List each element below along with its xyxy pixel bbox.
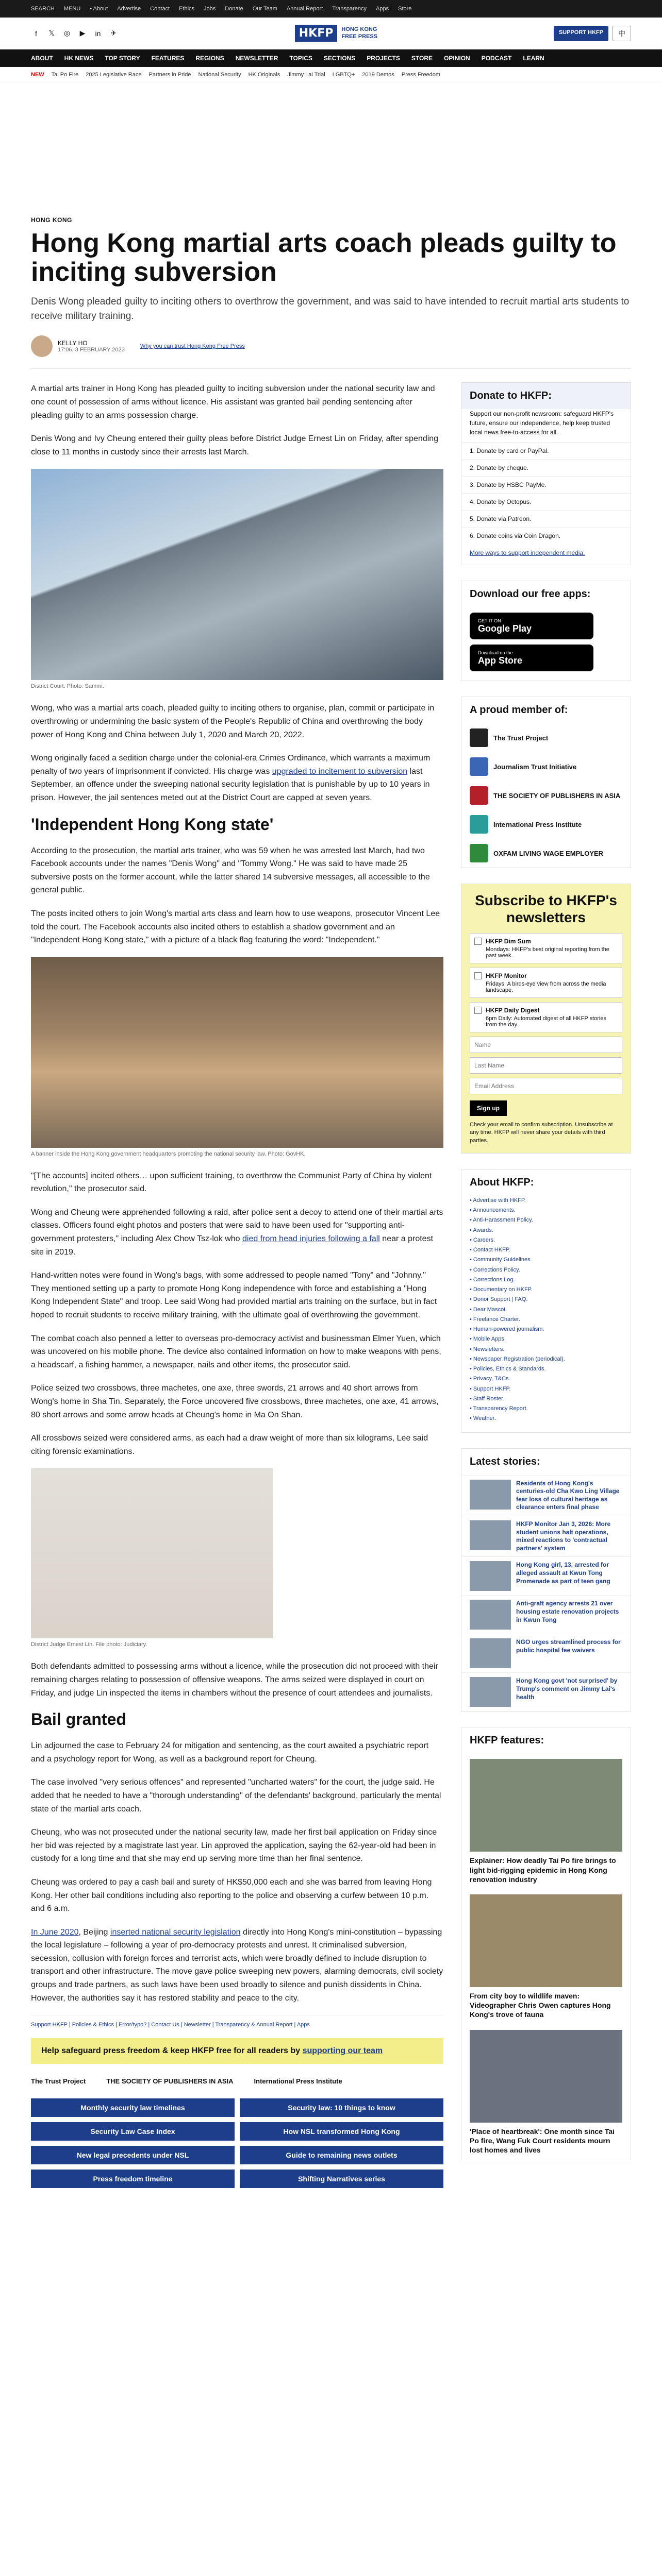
- x-icon[interactable]: 𝕏: [48, 29, 55, 37]
- about-link[interactable]: • Careers.: [470, 1236, 495, 1243]
- trending-link[interactable]: Press Freedom: [401, 71, 440, 78]
- oxfam-icon: [470, 844, 488, 862]
- feature-thumbnail[interactable]: [470, 1894, 622, 1987]
- resource-link[interactable]: Guide to remaining news outlets: [240, 2146, 443, 2164]
- paragraph: According to the prosecution, the martial arts trainer, who was 59 when he was arrested last March, had two Facebook accounts under the names "Denis Wong" and "Tommy Wong." He was said to have made 25 subversive posts on the former account, while the latter shared 14 subversive messages, all accessible to the general public.: [31, 846, 430, 895]
- trending-link[interactable]: Tai Po Fire: [51, 71, 79, 78]
- nsl-banner-photo: [31, 957, 443, 1148]
- trust-project-icon: [470, 728, 488, 747]
- article-title: Hong Kong martial arts coach pleads guilty to inciting subversion: [31, 228, 617, 287]
- trending-link[interactable]: 2025 Legislative Race: [86, 71, 142, 78]
- support-banner: Help safeguard press freedom & keep HKFP free for all readers by supporting our team: [31, 2038, 443, 2064]
- ipi-logo[interactable]: International Press Institute: [254, 2077, 342, 2086]
- resource-link[interactable]: How NSL transformed Hong Kong: [240, 2122, 443, 2141]
- about-link[interactable]: • Corrections Policy.: [470, 1266, 520, 1273]
- nav-learn[interactable]: LEARN: [523, 55, 544, 62]
- email-input[interactable]: [470, 1078, 622, 1094]
- sign-up-button[interactable]: Sign up: [470, 1100, 507, 1116]
- resource-link[interactable]: Shifting Narratives series: [240, 2170, 443, 2188]
- about-list: [461, 1196, 631, 1432]
- latest-story[interactable]: NGO urges streamlined process for public hospital fee waivers: [461, 1634, 631, 1672]
- paragraph: Police seized two crossbows, three machetes, one axe, three swords, 21 arrows and 40 short arrows from Wong's home in Sha Tin. Separately, the Force uncovered five crossbows, three machetes, one axe, 41 arrows, 80 short arrows and some arrow heads at Cheung's home in Ma On Shan.: [31, 1384, 439, 1419]
- latest-story[interactable]: Anti-graft agency arrests 21 over housing estate renovation projects in Kwun Tong: [461, 1595, 631, 1634]
- youtube-icon[interactable]: ▶: [79, 29, 86, 37]
- trending-link[interactable]: Partners in Pride: [148, 71, 191, 78]
- story-thumbnail[interactable]: [470, 1600, 511, 1630]
- about-link[interactable]: • Staff Roster.: [470, 1395, 505, 1402]
- feature-story[interactable]: Explainer: How deadly Tai Po fire brings to light bid-rigging epidemic in Hong Kong renovation industry: [461, 1754, 631, 1889]
- nav-hk-news[interactable]: HK NEWS: [64, 55, 94, 62]
- newsletter-box: [461, 884, 631, 1154]
- features-box: [461, 1727, 631, 2160]
- newsletter-title: Subscribe to HKFP's newsletters: [475, 892, 617, 925]
- name-input[interactable]: [470, 1037, 622, 1053]
- member-logos: [31, 2077, 443, 2085]
- google-play-button[interactable]: GET IT ON Google Play: [470, 613, 593, 639]
- support-team-link[interactable]: supporting our team: [302, 2046, 383, 2056]
- apps-link[interactable]: Apps: [376, 6, 389, 12]
- resource-link[interactable]: New legal precedents under NSL: [31, 2146, 235, 2164]
- site-header: [0, 18, 662, 49]
- site-logo[interactable]: [295, 25, 377, 42]
- paragraph: Wong and Cheung were apprehended following a raid, after police sent a decoy to attend one of their martial arts classes. Officers found eight photos and posters that were said to have been used for "supporting anti-government protesters," including Alex Chow Tsz-lok who died from head injuries following a fall near a protest site in 2019.: [31, 1208, 443, 1257]
- nsl-resource-links: [31, 2098, 443, 2188]
- member-item[interactable]: Journalism Trust Initiative: [461, 752, 631, 781]
- donate-option[interactable]: 2. Donate by cheque.: [461, 459, 631, 476]
- paragraph: "[The accounts] incited others… upon sufficient training, to overthrow the Communist Party of China by violent revolution," the prosecutor said.: [31, 1171, 432, 1194]
- article-body: [31, 382, 443, 2188]
- about-link[interactable]: • Community Guidelines.: [470, 1257, 532, 1263]
- about-link[interactable]: • Mobile Apps.: [470, 1336, 506, 1343]
- byline: [31, 335, 631, 369]
- about-link[interactable]: • Corrections Log.: [470, 1276, 515, 1283]
- about-link[interactable]: • Policies, Ethics & Standards.: [470, 1366, 546, 1372]
- sopa-icon: [470, 786, 488, 805]
- resource-link[interactable]: Security law: 10 things to know: [240, 2098, 443, 2117]
- contact-link[interactable]: Contact: [150, 6, 170, 12]
- trending-link[interactable]: HK Originals: [248, 71, 280, 78]
- our-team-link[interactable]: Our Team: [252, 6, 277, 12]
- paragraph: Cheung, who was not prosecuted under the national security law, made her first bail application on Friday since her bid was rejected by a magistrate last year. Lin approved the application, saying the 62-year-old had been in custody for a long time and that she may end up serving more time than her final sentence.: [31, 1828, 437, 1863]
- figure-caption: District Judge Ernest Lin. File photo: Judiciary.: [31, 1641, 147, 1648]
- paragraph: The case involved "very serious offences" and represented "uncharted waters" for the court, the judge said. He added that he needed to have a "thorough understanding" of the defendants' background, particularly the mental state of the martial arts coach.: [31, 1778, 441, 1814]
- nav-features[interactable]: FEATURES: [151, 55, 185, 62]
- resource-link[interactable]: Security Law Case Index: [31, 2122, 235, 2141]
- latest-story[interactable]: HKFP Monitor Jan 3, 2026: More student unions halt operations, mixed reactions to 'contractual partners' system: [461, 1516, 631, 1556]
- about-title: About HKFP:: [470, 1176, 534, 1188]
- nav-projects[interactable]: PROJECTS: [367, 55, 400, 62]
- about-link[interactable]: • Privacy, T&Cs.: [470, 1376, 510, 1382]
- about-link[interactable]: • Transparency Report.: [470, 1405, 528, 1412]
- article-footer-links[interactable]: Support HKFP | Policies & Ethics | Error/typo? | Contact Us | Newsletter | Transparency & Annual Report | Apps: [31, 2015, 443, 2028]
- page-content: [31, 82, 631, 2188]
- telegram-icon[interactable]: ✈: [110, 29, 117, 37]
- author-avatar[interactable]: [31, 335, 53, 357]
- nav-podcast[interactable]: PODCAST: [481, 55, 512, 62]
- story-thumbnail[interactable]: [470, 1561, 511, 1591]
- about-link[interactable]: • Dear Mascot.: [470, 1306, 507, 1313]
- member-item[interactable]: The Trust Project: [461, 723, 631, 752]
- story-thumbnail[interactable]: [470, 1677, 511, 1707]
- nav-opinion[interactable]: OPINION: [444, 55, 470, 62]
- top-utility-bar: [0, 0, 662, 18]
- story-thumbnail[interactable]: [470, 1638, 511, 1668]
- more-ways-link[interactable]: More ways to support independent media.: [470, 549, 585, 557]
- about-link[interactable]: • Donor Support | FAQ.: [470, 1296, 528, 1303]
- about-link[interactable]: • Contact HKFP.: [470, 1247, 510, 1253]
- apps-box: [461, 581, 631, 681]
- linkedin-icon[interactable]: in: [95, 29, 101, 38]
- nav-sections[interactable]: SECTIONS: [323, 55, 356, 62]
- feature-thumbnail[interactable]: [470, 1759, 622, 1852]
- app-store-button[interactable]: Download on the App Store: [470, 645, 593, 671]
- transparency-link[interactable]: Transparency: [332, 6, 367, 12]
- judge-photo: [31, 1468, 273, 1638]
- nav-about[interactable]: ABOUT: [31, 55, 53, 62]
- resource-link[interactable]: Monthly security law timelines: [31, 2098, 235, 2117]
- author-name[interactable]: KELLY HO: [58, 340, 88, 347]
- latest-story[interactable]: Residents of Hong Kong's centuries-old Cha Kwo Ling Village fear loss of cultural heritage as clearance enters final phase: [461, 1475, 631, 1516]
- last-name-input[interactable]: [470, 1057, 622, 1074]
- nav-newsletter[interactable]: NEWSLETTER: [235, 55, 278, 62]
- newsletter-option[interactable]: HKFP Monitor Fridays: A birds-eye view from across the media landscape.: [470, 968, 622, 998]
- trending-link[interactable]: Jimmy Lai Trial: [287, 71, 325, 78]
- nav-topics[interactable]: TOPICS: [289, 55, 312, 62]
- story-thumbnail[interactable]: [470, 1480, 511, 1510]
- checkbox[interactable]: [474, 938, 482, 945]
- menu-link[interactable]: MENU: [63, 6, 81, 12]
- section-heading: 'Independent Hong Kong state': [31, 815, 274, 834]
- instagram-icon[interactable]: ◎: [63, 29, 71, 37]
- paragraph: Wong, who was a martial arts coach, pleaded guilty to inciting others to organise, plan, commit or participate in overthrowing or undermining the basic system of the People's Republic of China and overthrowing the body power of Hong Kong and China between July 1, 2020 and March 20, 2022.: [31, 704, 435, 739]
- facebook-icon[interactable]: f: [35, 29, 37, 38]
- trust-link[interactable]: Why you can trust Hong Kong Free Press: [140, 343, 245, 350]
- figure-nsl-banner: [31, 957, 443, 1157]
- donate-text: Support our non-profit newsroom: safeguard HKFP's future, ensure our independence, help keep trusted local news free-to-access for all.: [470, 410, 614, 436]
- feature-story[interactable]: From city boy to wildlife maven: Videographer Chris Owen captures Hong Kong's trove of fauna: [461, 1889, 631, 2025]
- annual-report-link[interactable]: Annual Report: [286, 6, 323, 12]
- about-link[interactable]: • Human-powered journalism.: [470, 1326, 544, 1333]
- paragraph: The combat coach also penned a letter to overseas pro-democracy activist and businessman Elmer Yuen, which was uncovered on his mobile phone. The device also contained information on how to make weapons with pens, a headscarf, a fishing hammer, a newspaper, nails and other items, the prosecutor said.: [31, 1334, 441, 1369]
- nav-store[interactable]: STORE: [411, 55, 433, 62]
- figure-judge: [31, 1468, 443, 1648]
- publish-date: 17:06, 3 FEBRUARY 2023: [58, 347, 125, 353]
- figure-caption: A banner inside the Hong Kong government headquarters promoting the national security law. Photo: GovHK.: [31, 1150, 306, 1157]
- figure-caption: District Court. Photo: Sammi.: [31, 683, 104, 690]
- trending-link[interactable]: 2019 Demos: [362, 71, 394, 78]
- members-box: [461, 697, 631, 868]
- trending-link[interactable]: National Security: [198, 71, 241, 78]
- inline-link[interactable]: died from head injuries following a fall: [242, 1234, 380, 1244]
- trust-project-logo[interactable]: The Trust Project: [31, 2077, 86, 2086]
- social-links: [31, 28, 119, 39]
- logo-text: HONG KONG FREE PRESS: [341, 26, 378, 40]
- about-link[interactable]: • Weather.: [470, 1415, 496, 1422]
- article-category[interactable]: HONG KONG: [31, 216, 72, 224]
- main-nav: [0, 49, 662, 67]
- ethics-link[interactable]: Ethics: [179, 6, 195, 12]
- paragraph: Cheung was ordered to pay a cash bail and surety of HK$50,000 each and she was barred from leaving Hong Kong. Her other bail conditions including also reporting to the police and observing a curfew between 10 p.m. and 6 a.m.: [31, 1877, 432, 1913]
- inline-link[interactable]: In June 2020: [31, 1927, 79, 1937]
- logo-mark: HKFP: [295, 25, 338, 42]
- about-link[interactable]: • Announcements.: [470, 1207, 516, 1214]
- checkbox[interactable]: [474, 1007, 482, 1014]
- donate-option[interactable]: 6. Donate coins via Coin Dragon.: [461, 527, 631, 544]
- feature-story[interactable]: 'Place of heartbreak': One month since Tai Po fire, Wang Fuk Court residents mourn lost homes and lives: [461, 2025, 631, 2160]
- about-box: [461, 1169, 631, 1433]
- paragraph: All crossbows seized were considered arms, as each had a draw weight of more than six kilograms, Lee said citing forensic examinations.: [31, 1434, 428, 1456]
- paragraph: Hand-written notes were found in Wong's bags, with some addressed to people named "Tony" and "Johnny." They mentioned setting up a party to promote Hong Kong independence with force and establishing a "Hong Kong Independent State" and troop. Lee said Wong had provided martial arts training on the surface, but in fact hoped to recruit students to receive military training, with the ultimate goal of overthrowing the government.: [31, 1271, 437, 1320]
- about-link[interactable]: • Freelance Charter.: [470, 1316, 521, 1323]
- about-link[interactable]: • Documentary on HKFP.: [470, 1286, 533, 1293]
- support-hkfp-button[interactable]: SUPPORT HKFP: [554, 26, 608, 41]
- latest-title: Latest stories:: [470, 1455, 540, 1467]
- paragraph: The posts incited others to join Wong's martial arts class and learn how to use weapons, prosecutor Vincent Lee told the court. The Facebook accounts also incited others to establish a shadow government and an "Independent Hong Kong state," with a picture of a black flag featuring the word: "Independent.": [31, 909, 440, 945]
- paragraph: In June 2020, Beijing inserted national security legislation directly into Hong Kong's mini-constitution – bypassing the local legislature – following a year of pro-democracy protests and unrest. It criminalised subversion, secession, collusion with foreign forces and terrorist acts, which were broadly defined to include disruption to transport and other infrastructure. The move gave police sweeping new powers, alarming democrats, civil society groups and trade partners, as such laws have been used broadly to silence and punish dissidents in China. However, the authorities say it has restored stability and peace to the city.: [31, 1927, 443, 2003]
- paragraph: Lin adjourned the case to February 24 for mitigation and sentencing, as the court awaited a psychiatric report and a psychology report for Wong, as well as a background report for Cheung.: [31, 1741, 429, 1764]
- donate-option[interactable]: 3. Donate by HSBC PayMe.: [461, 476, 631, 493]
- about-link[interactable]: • Awards.: [470, 1227, 493, 1233]
- features-title: HKFP features:: [470, 1735, 544, 1747]
- inline-link[interactable]: inserted national security legislation: [110, 1927, 241, 1937]
- jobs-link[interactable]: Jobs: [204, 6, 216, 12]
- paragraph: A martial arts trainer in Hong Kong has pleaded guilty to inciting subversion under the national security law and one count of possession of arms without licence. His assistant was granted bail pending sentencing after pleading guilty to an arms possession charge.: [31, 384, 435, 420]
- new-badge: NEW: [31, 71, 44, 78]
- newsletter-option[interactable]: HKFP Dim Sum Mondays: HKFP's best original reporting from the past week.: [470, 933, 622, 963]
- paragraph: Wong originally faced a sedition charge under the colonial-era Crimes Ordinance, which warrants a maximum penalty of two years of imprisonment if convicted. His charge was upgraded to incitement to subversion last September, an offence under the sweeping national security legislation that is punishable by up to 10 years in prison. However, the jail sentences meted out at the District Court are capped at seven years.: [31, 754, 431, 802]
- paragraph: Both defendants admitted to possessing arms without a licence, while the prosecution did not proceed with their remaining charges relating to possession of offensive weapons. The arms seized were displayed in court on Friday, and judge Lin inspected the items in chambers without the presence of court attendees and journalists.: [31, 1662, 438, 1698]
- story-thumbnail[interactable]: [470, 1520, 511, 1550]
- donate-option[interactable]: 1. Donate by card or PayPal.: [461, 442, 631, 459]
- latest-story[interactable]: Hong Kong girl, 13, arrested for alleged assault at Kwun Tong Promenade as part of teen gang: [461, 1556, 631, 1595]
- search-link[interactable]: SEARCH: [31, 6, 55, 12]
- nav-regions[interactable]: REGIONS: [195, 55, 224, 62]
- about-link[interactable]: • Newspaper Registration (periodical).: [470, 1355, 565, 1362]
- sopa-logo[interactable]: THE SOCIETY OF PUBLISHERS IN ASIA: [106, 2077, 234, 2086]
- paragraph: Denis Wong and Ivy Cheung entered their guilty pleas before District Judge Ernest Lin on Friday, after spending close to 11 months in custody since their arrests last March.: [31, 434, 439, 456]
- about-link[interactable]: • Anti-Harassment Policy.: [470, 1217, 533, 1224]
- about-link[interactable]: • Newsletters.: [470, 1346, 505, 1352]
- about-link[interactable]: • Advertise with HKFP.: [470, 1197, 526, 1204]
- chinese-language-button[interactable]: 中: [613, 26, 631, 41]
- about-link[interactable]: • About: [90, 6, 108, 12]
- latest-box: [461, 1448, 631, 1712]
- feature-thumbnail[interactable]: [470, 2030, 622, 2123]
- jti-icon: [470, 757, 488, 776]
- article-lede: Denis Wong pleaded guilty to inciting others to overthrow the government, and was said to have intended to recruit martial arts students to receive military training.: [31, 296, 630, 321]
- ipi-icon: [470, 815, 488, 834]
- district-court-photo: [31, 469, 443, 680]
- donate-option[interactable]: 4. Donate by Octopus.: [461, 493, 631, 510]
- trending-nav: [0, 67, 662, 82]
- latest-story[interactable]: Hong Kong govt 'not surprised' by Trump's comment on Jimmy Lai's health: [461, 1672, 631, 1711]
- sidebar: [461, 382, 631, 2188]
- donate-option[interactable]: 5. Donate via Patreon.: [461, 510, 631, 527]
- donate-link[interactable]: Donate: [225, 6, 243, 12]
- donate-title: Donate to HKFP:: [461, 383, 631, 409]
- newsletter-option[interactable]: HKFP Daily Digest 6pm Daily: Automated digest of all HKFP stories from the day.: [470, 1002, 622, 1032]
- about-link[interactable]: • Support HKFP.: [470, 1385, 511, 1392]
- newsletter-note: Check your email to confirm subscription. Unsubscribe at any time. HKFP will never share your details with third parties.: [470, 1121, 613, 1144]
- apps-title: Download our free apps:: [470, 588, 591, 600]
- trending-link[interactable]: LGBTQ+: [332, 71, 355, 78]
- section-heading: Bail granted: [31, 1710, 126, 1729]
- figure-district-court: [31, 469, 443, 689]
- member-item[interactable]: OXFAM LIVING WAGE EMPLOYER: [461, 839, 631, 868]
- inline-link[interactable]: upgraded to incitement to subversion: [272, 767, 408, 776]
- members-title: A proud member of:: [470, 704, 568, 716]
- store-link[interactable]: Store: [398, 6, 412, 12]
- donate-box: [461, 382, 631, 565]
- advertise-link[interactable]: Advertise: [117, 6, 141, 12]
- resource-link[interactable]: Press freedom timeline: [31, 2170, 235, 2188]
- member-item[interactable]: International Press Institute: [461, 810, 631, 839]
- checkbox[interactable]: [474, 972, 482, 979]
- member-item[interactable]: THE SOCIETY OF PUBLISHERS IN ASIA: [461, 781, 631, 810]
- nav-top-story[interactable]: TOP STORY: [105, 55, 140, 62]
